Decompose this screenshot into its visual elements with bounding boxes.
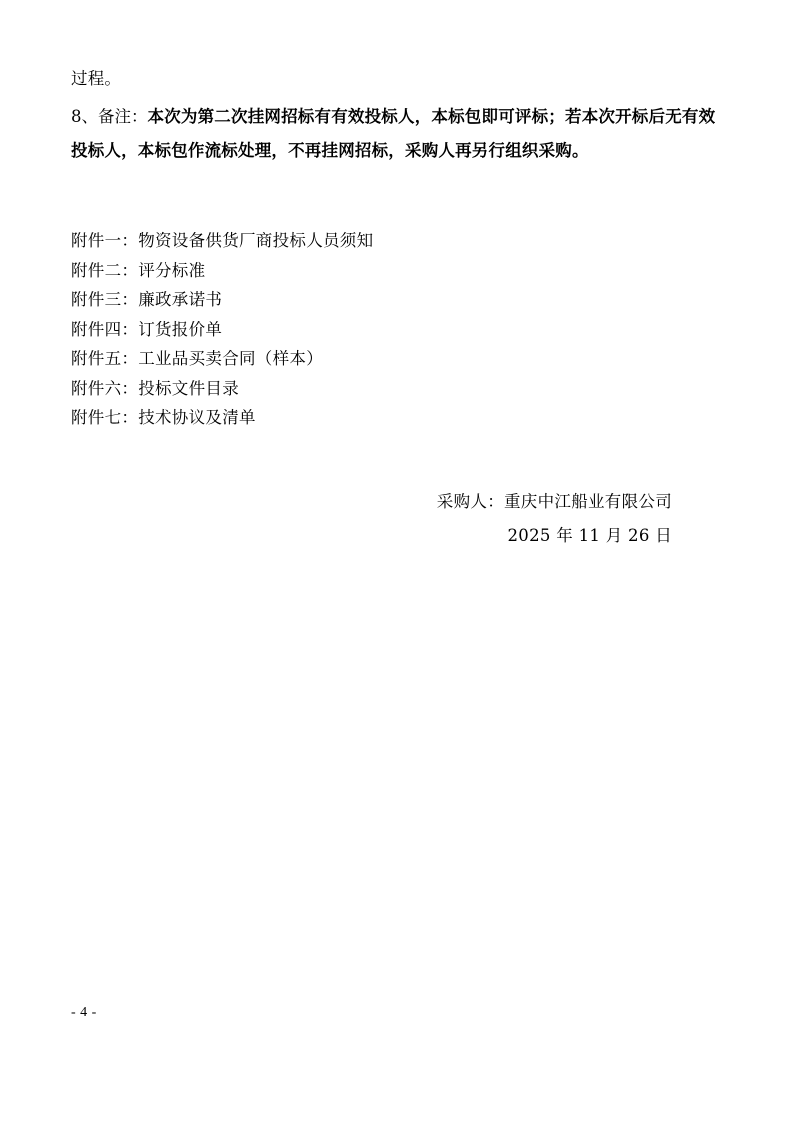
note-paragraph: [71, 100, 726, 168]
list-item: 附件四：订货报价单: [71, 319, 223, 339]
signature-block: [71, 485, 726, 553]
list-item: 附件三：廉政承诺书: [71, 290, 223, 309]
list-item: 附件七：技术协议及清单: [71, 408, 256, 427]
page-number: - 4 -: [71, 1005, 97, 1020]
note-bold-text: 本次为第二次挂网招标有有效投标人，本标包即可评标；若本次开标后无有效投标人，本标包作流标处理，不再挂网招标，采购人再另行组织采购。: [71, 107, 716, 160]
signature-date: 2025 年 11 月 26 日: [507, 525, 672, 545]
buyer-name-line: 采购人：重庆中江船业有限公司: [436, 491, 672, 511]
list-item: 附件五：工业品买卖合同（样本）: [71, 349, 323, 368]
note-label: 8、备注：: [71, 107, 148, 126]
attachment-list: [71, 226, 726, 433]
list-item: 附件六：投标文件目录: [71, 378, 239, 398]
document-body: [71, 62, 726, 553]
list-item: 附件一：物资设备供货厂商投标人员须知: [71, 231, 374, 250]
list-item: 附件二：评分标准: [71, 260, 206, 280]
continued-paragraph: 过程。: [71, 69, 122, 88]
